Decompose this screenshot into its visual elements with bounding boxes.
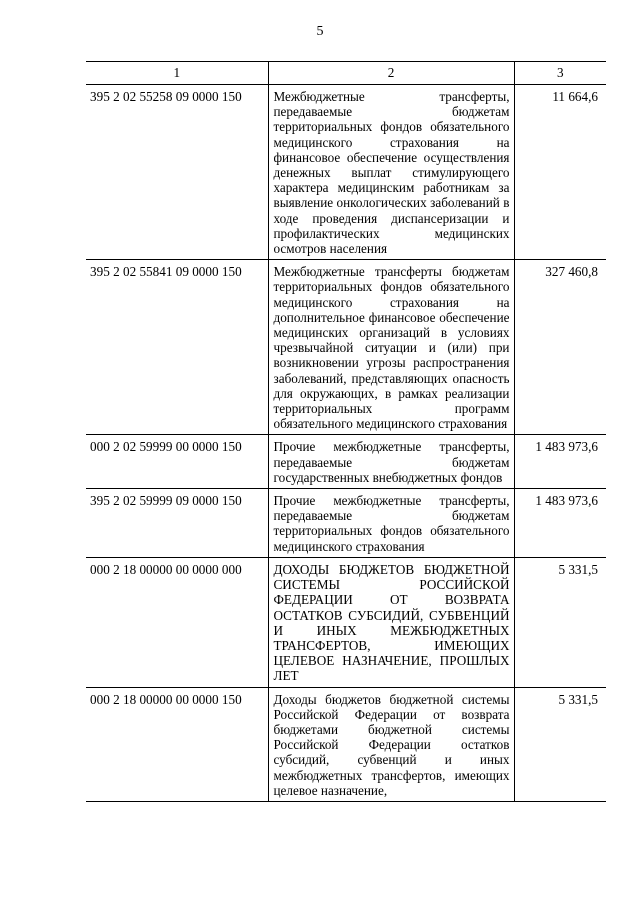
table-row	[86, 489, 606, 558]
row-code: 395 2 02 55258 09 0000 150	[86, 85, 268, 260]
row-code: 000 2 18 00000 00 0000 150	[86, 687, 268, 801]
row-amount: 1 483 973,6	[514, 435, 606, 489]
table-row	[86, 260, 606, 435]
table-row	[86, 687, 606, 801]
row-description: Межбюджетные трансферты бюджетам территориальных фондов обязательного медицинского страхования на дополнительное финансовое обеспечение медицинских организаций в условиях чрезвычайной ситуации и (или) при возникновении угрозы распространения заболеваний, представляющих опасность для окружающих, в рамках реализации территориальных программ обязательного медицинского страхования	[268, 260, 514, 435]
row-amount: 5 331,5	[514, 687, 606, 801]
table-row	[86, 557, 606, 687]
row-code: 395 2 02 59999 09 0000 150	[86, 489, 268, 558]
row-amount: 327 460,8	[514, 260, 606, 435]
page-number: 5	[316, 24, 324, 39]
table-header-row	[86, 62, 606, 85]
row-code: 000 2 02 59999 00 0000 150	[86, 435, 268, 489]
row-amount: 1 483 973,6	[514, 489, 606, 558]
row-amount: 11 664,6	[514, 85, 606, 260]
row-amount: 5 331,5	[514, 557, 606, 687]
row-description: Прочие межбюджетные трансферты, передаваемые бюджетам государственных внебюджетных фондов	[268, 435, 514, 489]
row-code: 395 2 02 55841 09 0000 150	[86, 260, 268, 435]
column-header-code: 1	[86, 62, 268, 85]
row-description: Доходы бюджетов бюджетной системы Российской Федерации от возврата бюджетами бюджетной системы Российской Федерации остатков субсидий, субвенций и иных межбюджетных трансфертов, имеющих целевое назначение,	[268, 687, 514, 801]
row-description: ДОХОДЫ БЮДЖЕТОВ БЮДЖЕТНОЙ СИСТЕМЫ РОССИЙСКОЙ ФЕДЕРАЦИИ ОТ ВОЗВРАТА ОСТАТКОВ СУБСИДИЙ, СУБВЕНЦИЙ И ИНЫХ МЕЖБЮДЖЕТНЫХ ТРАНСФЕРТОВ, ИМЕЮЩИХ ЦЕЛЕВОЕ НАЗНАЧЕНИЕ, ПРОШЛЫХ ЛЕТ	[268, 557, 514, 687]
budget-table	[86, 61, 606, 802]
row-description: Прочие межбюджетные трансферты, передаваемые бюджетам территориальных фондов обязательного медицинского страхования	[268, 489, 514, 558]
table-row	[86, 85, 606, 260]
row-description: Межбюджетные трансферты, передаваемые бюджетам территориальных фондов обязательного медицинского страхования на финансовое обеспечение осуществления денежных выплат стимулирующего характера медицинским работникам за выявление онкологических заболеваний в ходе проведения диспансеризации и профилактических медицинских осмотров населения	[268, 85, 514, 260]
column-header-description: 2	[268, 62, 514, 85]
row-code: 000 2 18 00000 00 0000 000	[86, 557, 268, 687]
column-header-amount: 3	[514, 62, 606, 85]
table-row	[86, 435, 606, 489]
